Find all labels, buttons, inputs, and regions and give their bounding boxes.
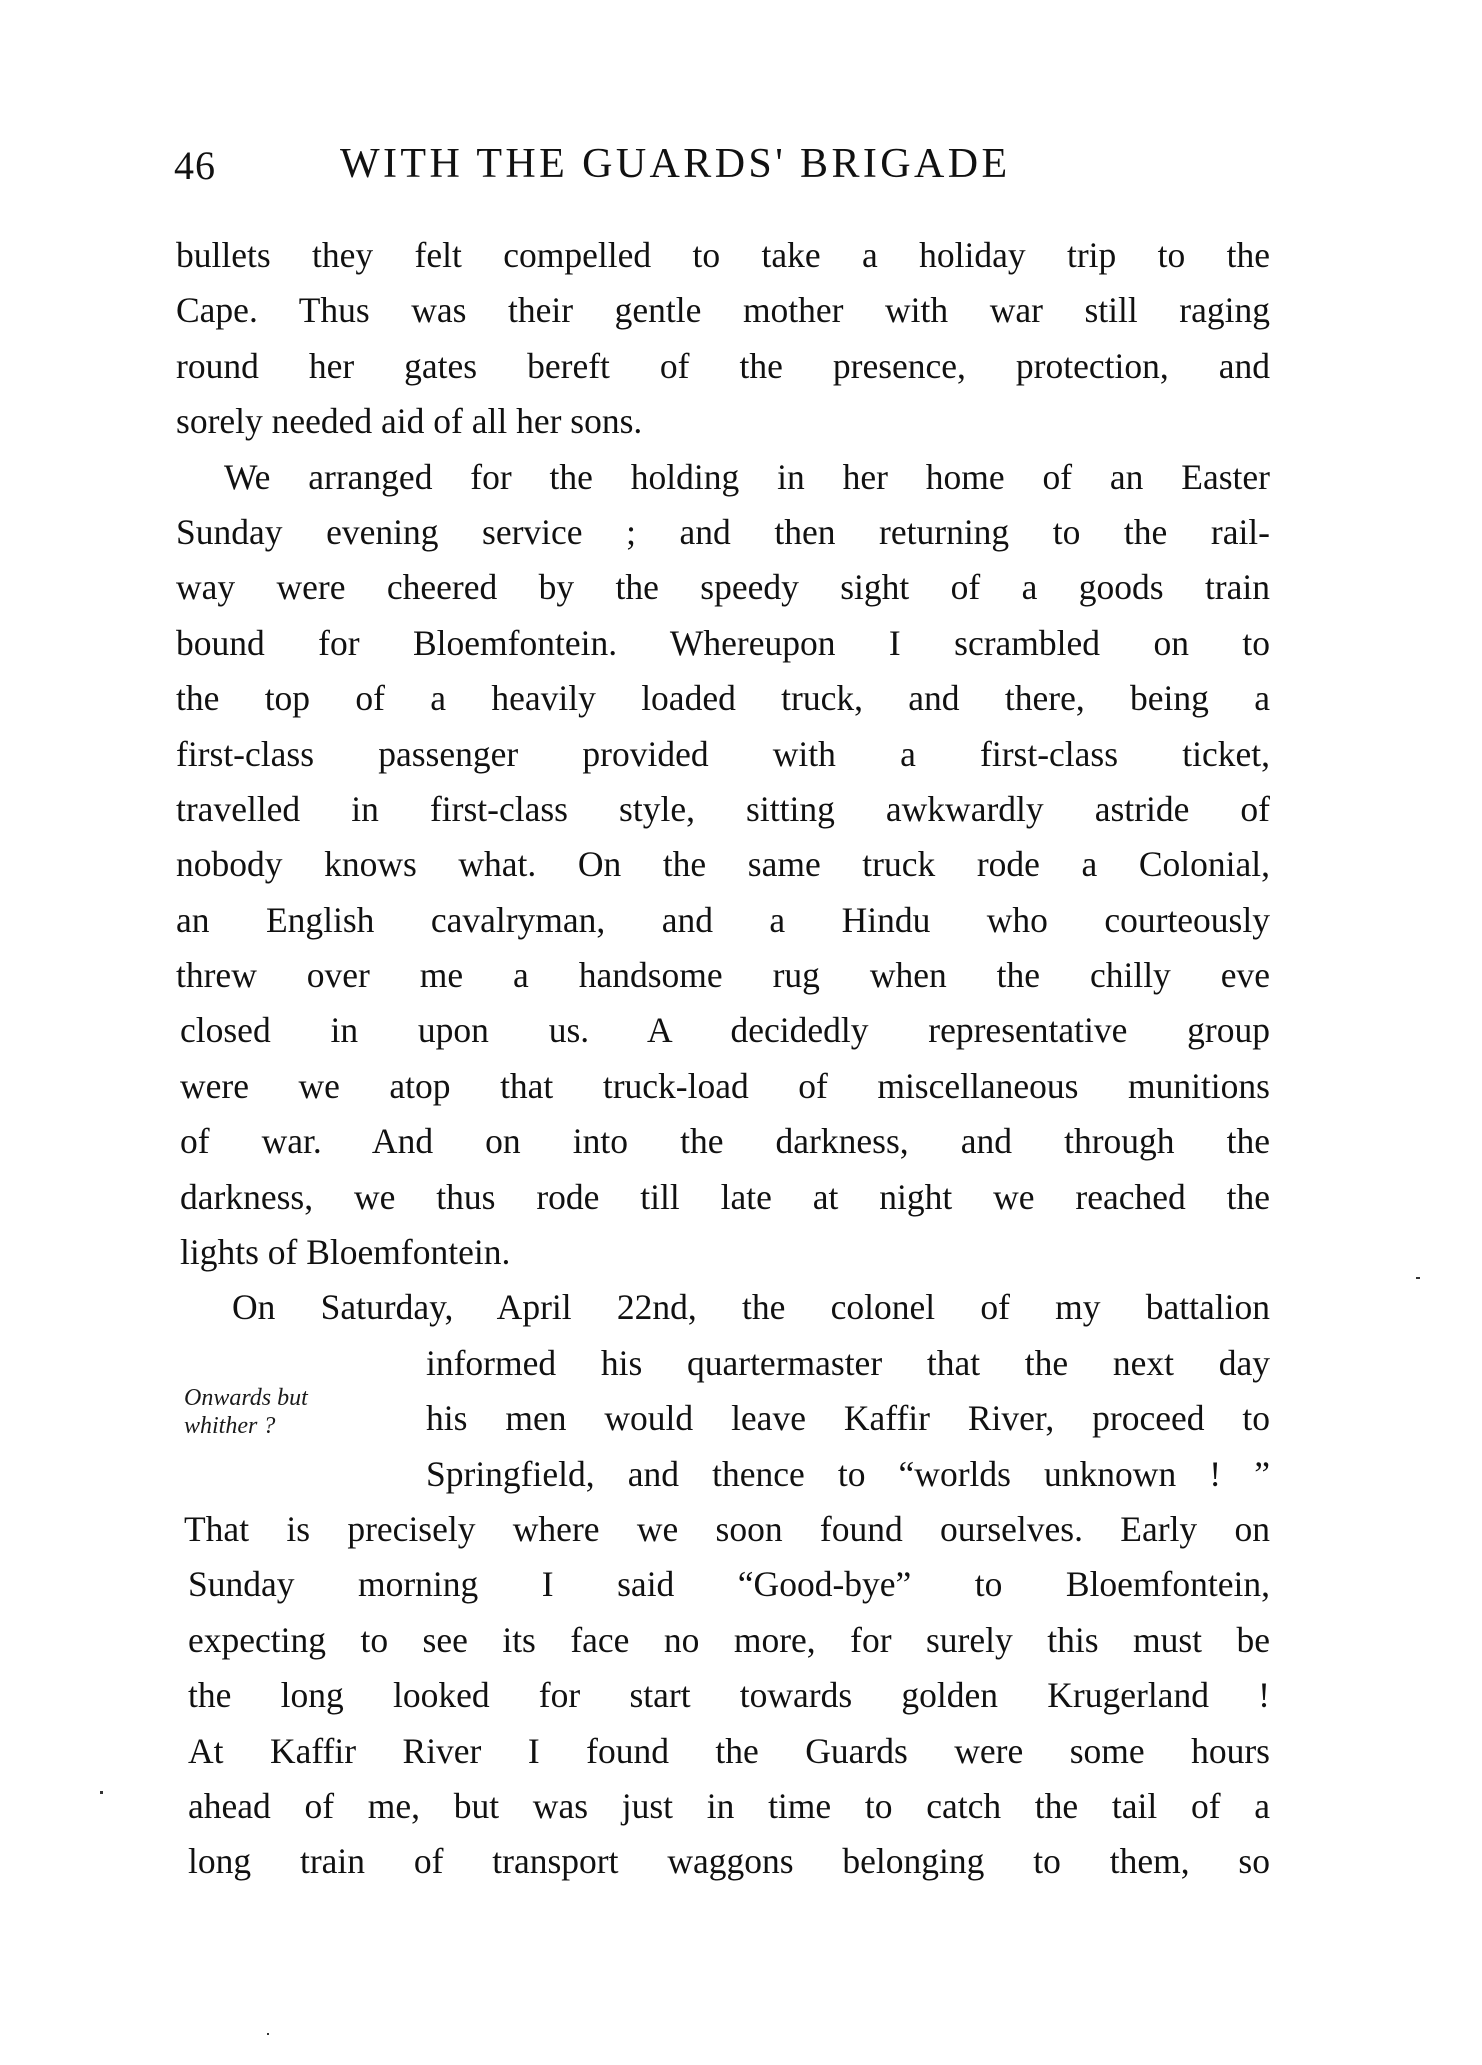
text-line: travelled in first-class style, sitting awkwardly astride of [176, 788, 1270, 829]
text-line: That is precisely where we soon found ourselves. Early on [184, 1508, 1270, 1549]
text-line: nobody knows what. On the same truck rode a Colonial, [176, 844, 1270, 885]
scan-speck [1416, 1277, 1420, 1279]
text-line: Sunday morning I said “Good-bye” to Bloemfontein, [188, 1564, 1270, 1605]
text-line: long train of transport waggons belonging to them, so [188, 1841, 1270, 1882]
text-line: Cape. Thus was their gentle mother with war still raging [176, 290, 1270, 331]
scan-speck [267, 2033, 269, 2035]
text-line: At Kaffir River I found the Guards were some hours [188, 1730, 1270, 1771]
text-line: sorely needed aid of all her sons. [176, 401, 643, 442]
text-line: way were cheered by the speedy sight of a goods train [176, 567, 1270, 608]
text-line: Sunday evening service ; and then returning to the rail- [176, 511, 1270, 552]
text-line-beside-sidenote: informed his quartermaster that the next day [426, 1342, 1270, 1383]
paragraph-first-line: We arranged for the holding in her home of an Easter [224, 456, 1270, 497]
text-line: closed in upon us. A decidedly representative group [180, 1010, 1270, 1051]
body-text [176, 228, 1270, 1890]
text-line: first-class passenger provided with a first-class ticket, [176, 733, 1270, 774]
running-head-title: WITH THE GUARDS' BRIGADE [340, 141, 1011, 187]
text-line-beside-sidenote: Springfield, and thence to “worlds unknown ! ” [426, 1453, 1270, 1494]
text-line: ahead of me, but was just in time to catch the tail of a [188, 1785, 1270, 1826]
sidenote-line: whither ? [184, 1413, 276, 1439]
text-line: lights of Bloemfontein. [180, 1232, 511, 1273]
text-line: the top of a heavily loaded truck, and there, being a [176, 678, 1270, 719]
text-line: were we atop that truck-load of miscellaneous munitions [180, 1065, 1270, 1106]
text-line: expecting to see its face no more, for surely this must be [188, 1619, 1270, 1660]
text-line: darkness, we thus rode till late at night we reached the [180, 1176, 1270, 1217]
text-line: of war. And on into the darkness, and through the [180, 1121, 1270, 1162]
page-number: 46 [174, 143, 216, 188]
scan-speck [100, 1791, 103, 1794]
text-line: the long looked for start towards golden Krugerland ! [188, 1675, 1270, 1716]
text-line-beside-sidenote: his men would leave Kaffir River, proceed to [426, 1398, 1270, 1439]
text-line: round her gates bereft of the presence, protection, and [176, 345, 1270, 386]
text-line: an English cavalryman, and a Hindu who courteously [176, 899, 1270, 940]
text-line: threw over me a handsome rug when the chilly eve [176, 955, 1270, 996]
text-line: bullets they felt compelled to take a holiday trip to the [176, 235, 1270, 275]
sidenote-line: Onwards but [184, 1385, 308, 1411]
text-line: bound for Bloemfontein. Whereupon I scrambled on to [176, 622, 1270, 663]
paragraph-first-line: On Saturday, April 22nd, the colonel of my battalion [232, 1287, 1270, 1328]
running-head [174, 138, 1264, 190]
